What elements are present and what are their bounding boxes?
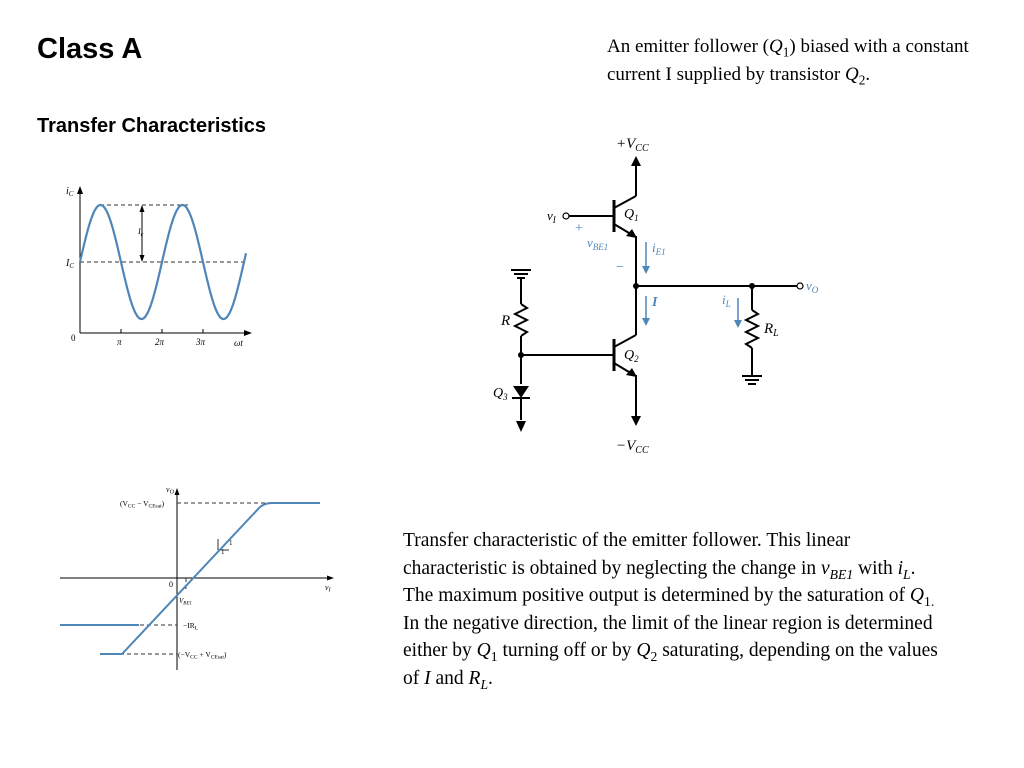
r-label: R (501, 313, 511, 329)
vbe-label: $V_{BE1}$ (179, 597, 192, 607)
origin-label: 0 (71, 333, 76, 343)
tick-pi: π (117, 337, 122, 347)
vi-label: $v_I$ (547, 208, 556, 225)
vee-arrow (631, 416, 641, 426)
circuit-wires (515, 160, 798, 420)
node-output-q1 (633, 283, 639, 289)
vo-label: $v_O$ (806, 278, 819, 295)
q2-emitter-arrow (626, 368, 637, 377)
circuit-caption: An emitter follower $(Q_1)$ biased with a constant current I supplied by transistor $Q_2$. (607, 36, 969, 88)
amplitude-label: $I_c$ (138, 227, 144, 238)
tick-3pi: 3π (196, 337, 206, 347)
ie-label: $i_{E1}$ (652, 240, 666, 257)
vi-terminal (563, 213, 569, 219)
node-r-q2 (518, 352, 524, 358)
r-ground (511, 270, 531, 286)
ic-axis-label: $i_C$ (66, 186, 74, 198)
q1-label: $Q_1$ (624, 207, 639, 223)
q1-emitter-arrow (626, 229, 637, 238)
dc-level-label: $I_C$ (66, 258, 75, 270)
slide-title: Class A (37, 33, 143, 65)
vbe-label: $v_{BE1}$ (587, 235, 609, 252)
slope-label-a: 1 (229, 539, 233, 547)
il-label: $i_L$ (722, 292, 731, 309)
transfer-caption: Transfer characteristic of the emitter follower. This linear characteristic is obtained by neglecting the change in $v_{BE1}$ with $i_L$. The maximum positive output is determined by the saturation of $Q_{1.}$ In the negative direction, the limit of the linear region is determined either by $Q_1$ turning off or by $Q_2$ saturating, depending on the values of I and $R_L$. (403, 530, 938, 692)
vo-terminal (797, 283, 803, 289)
upper-limit-label: $(V_{CC} - V_{CEsat})$ (120, 499, 165, 510)
vo-axis-label: vO (166, 485, 174, 496)
q2-label: $Q_2$ (624, 348, 639, 364)
vcc-arrow (631, 156, 641, 166)
slope-label-b: 1 (221, 548, 225, 556)
vcc-label: $+V_{CC}$ (616, 136, 649, 154)
lower-limit-label: $(-V_{CC} + V_{CEsat})$ (178, 650, 227, 661)
q3-label: $Q_3$ (493, 386, 508, 402)
wt-axis-label: ωt (234, 338, 243, 348)
diode-q3 (513, 386, 529, 398)
bias-current-label: I (652, 295, 658, 310)
rl-label: $R_L$ (764, 321, 779, 339)
transfer-origin-label: 0 (169, 580, 173, 589)
vee-label: $-V_{CC}$ (616, 438, 649, 456)
r-branch-arrow (516, 421, 526, 432)
vbe-minus: − (616, 260, 624, 275)
minus-irl-label: $-IR_L$ (183, 621, 199, 632)
vbe-plus: + (575, 221, 583, 236)
node-output-rl (749, 283, 755, 289)
tick-2pi: 2π (155, 337, 165, 347)
slide-subtitle: Transfer Characteristics (37, 115, 267, 137)
vi-axis-label: vI (325, 583, 331, 594)
